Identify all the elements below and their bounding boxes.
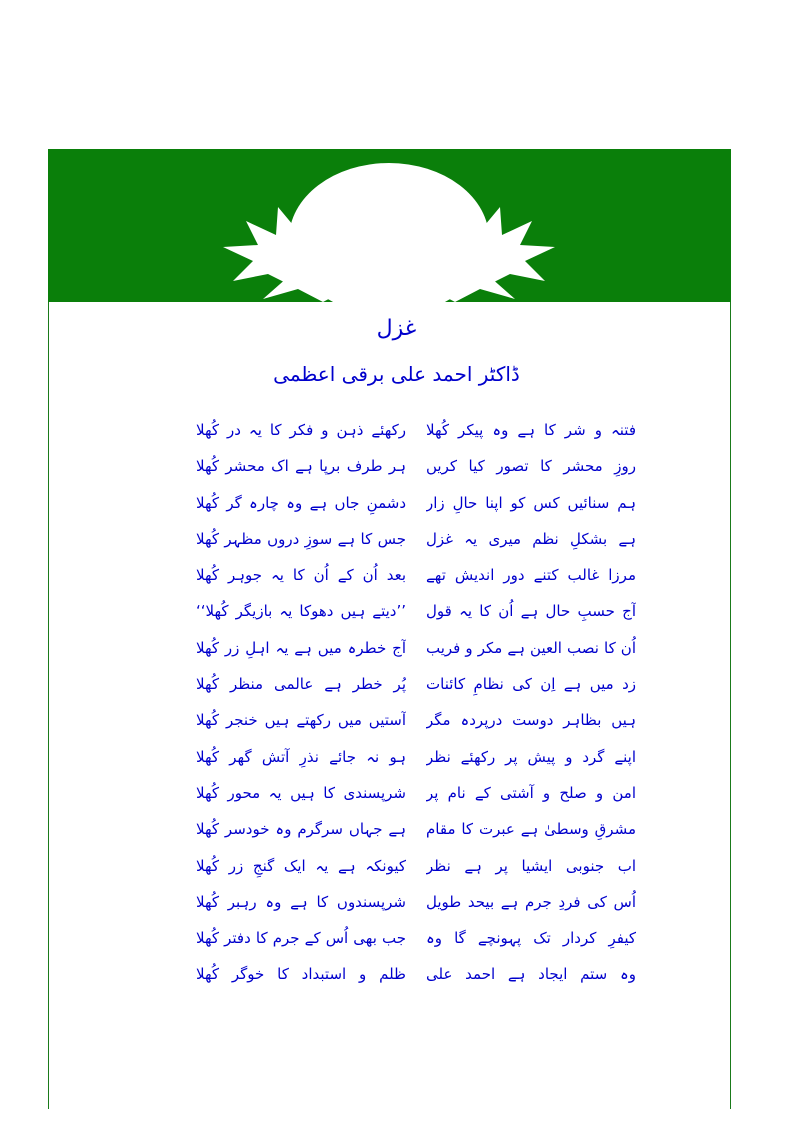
first-hemistich: ہے بشکلِ نظم میری یہ غزل [426,529,636,548]
first-hemistich: زد میں ہے اِن کی نظامِ کائنات [426,675,636,694]
couplet [196,636,636,672]
couplet [196,491,636,527]
first-hemistich: کیفرِ کردار تک پہونچے گا وہ [426,929,636,948]
second-hemistich: ’’دیتے ہیں دھوکا یہ بازیگر کُھلا‘‘ [196,602,406,621]
first-hemistich: اُس کی فردِ جرم ہے بیحد طویل [426,892,636,911]
couplet [196,418,636,454]
second-hemistich: آستیں میں رکھتے ہیں خنجر کُھلا [196,711,406,730]
first-hemistich: اُن کا نصب العین ہے مکر و فریب [426,638,636,657]
couplet [196,962,636,998]
couplet [196,563,636,599]
first-hemistich: امن و صلح و آشتی کے نام پر [426,783,636,802]
couplet [196,781,636,817]
first-hemistich: ہم سنائیں کس کو اپنا حالِ زار [426,493,636,512]
second-hemistich: پُر خطر ہے عالمی منظر کُھلا [196,675,406,694]
header-banner [48,149,731,302]
couplet [196,926,636,962]
second-hemistich: بعد اُن کے اُن کا یہ جوہر کُھلا [196,566,406,585]
author-name: ڈاکٹر احمد علی برقی اعظمی [273,362,520,386]
first-hemistich: اپنے گرد و پیش پر رکھئے نظر [426,747,636,766]
second-hemistich: رکھئے ذہن و فکر کا یہ در کُھلا [196,421,406,439]
second-hemistich: ظلم و استبداد کا خوگر کُھلا [196,965,406,984]
first-hemistich: اب جنوبی ایشیا پر ہے نظر [426,856,636,875]
couplet [196,708,636,744]
second-hemistich: شرپسندوں کا ہے وہ رہبر کُھلا [196,892,406,911]
first-hemistich: مشرقِ وسطیٰ ہے عبرت کا مقام [426,820,636,839]
first-hemistich: مرزا غالب کتنے دور اندیش تھے [426,566,636,585]
first-hemistich: آج حسبِ حال ہے اُن کا یہ قول [426,602,636,621]
first-hemistich: روزِ محشر کا تصور کیا کریں [426,457,636,476]
second-hemistich: جب بھی اُس کے جرم کا دفتر کُھلا [196,929,406,948]
second-hemistich: آج خطرہ میں ہے یہ اہلِ زر کُھلا [196,638,406,657]
first-hemistich: وہ ستم ایجاد ہے احمد علی [426,965,636,984]
ghazal-couplets [196,418,636,999]
couplet [196,745,636,781]
couplet [196,890,636,926]
couplet [196,854,636,890]
second-hemistich: کیونکہ ہے یہ ایک گنجِ زر کُھلا [196,856,406,875]
second-hemistich: جس کا ہے سوزِ دروں مظہر کُھلا [196,529,406,548]
first-hemistich: فتنہ و شر کا ہے وہ پیکر کُھلا [426,421,636,439]
poem-title: غزل [376,316,417,341]
couplet [196,599,636,635]
second-hemistich: ہو نہ جائے نذرِ آتش گھر کُھلا [196,747,406,766]
first-hemistich: ہیں بظاہر دوست درپردہ مگر [426,711,636,730]
couplet [196,672,636,708]
second-hemistich: ہے جہاں سرگرم وہ خودسر کُھلا [196,820,406,839]
second-hemistich: دشمنِ جاں ہے وہ چارہ گر کُھلا [196,493,406,512]
second-hemistich: شرپسندی کا ہیں یہ محور کُھلا [196,783,406,802]
second-hemistich: ہر طرف برپا ہے اک محشر کُھلا [196,457,406,476]
couplet [196,527,636,563]
couplet [196,817,636,853]
couplet [196,454,636,490]
crescent-with-leaves-emblem-icon [48,149,731,302]
